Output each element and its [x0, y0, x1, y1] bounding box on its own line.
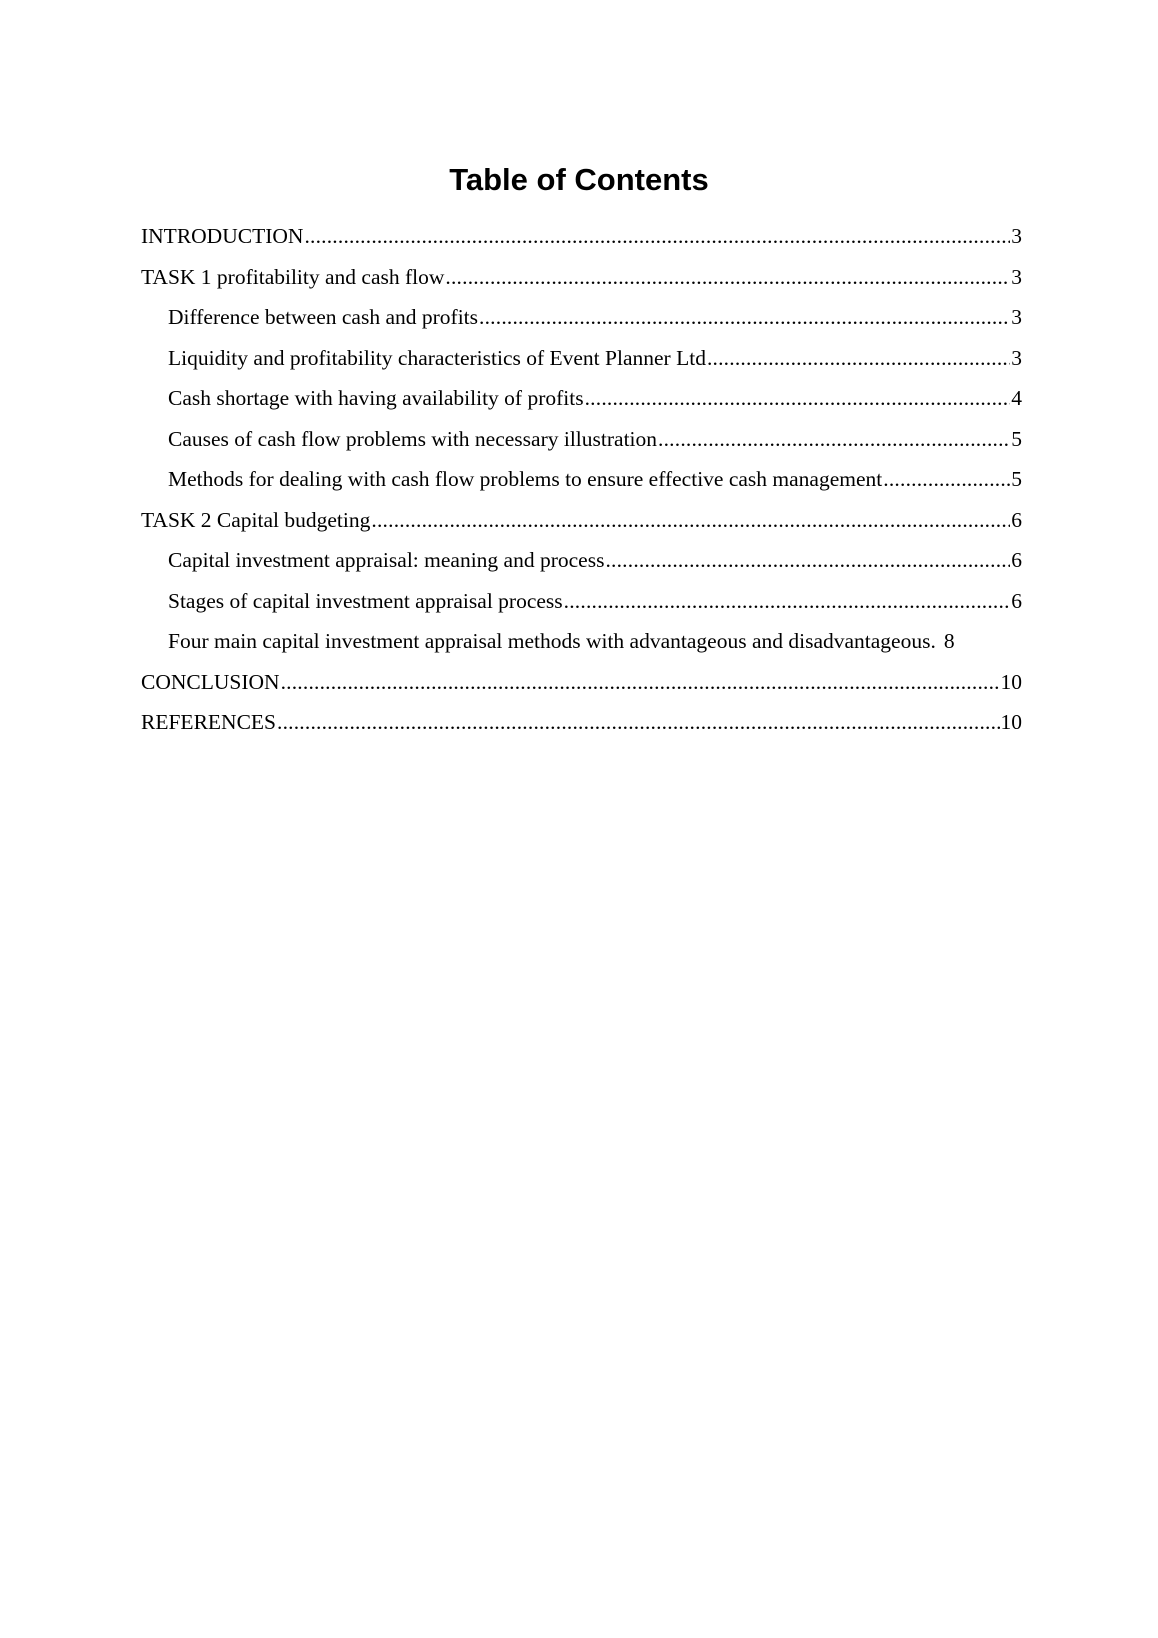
toc-subentry[interactable]: [141, 427, 1022, 468]
toc-page-number: 8: [943, 629, 955, 653]
toc-entry-text: TASK 2 Capital budgeting: [141, 507, 371, 532]
toc-entry[interactable]: [141, 670, 1022, 711]
toc-entry[interactable]: [141, 224, 1022, 265]
toc-page-number: 6: [1011, 588, 1022, 613]
toc-subentry[interactable]: [141, 467, 1022, 508]
toc-entry[interactable]: [141, 508, 1022, 549]
toc-page-number: 5: [1011, 426, 1022, 451]
toc-page-number: 10: [1000, 669, 1022, 694]
toc-subentry[interactable]: [141, 548, 1022, 589]
toc-entry-text: INTRODUCTION: [141, 224, 304, 248]
toc-leader-dots: [564, 589, 1011, 614]
toc-page-number: 3: [1011, 224, 1022, 248]
toc-leader-dots: [883, 467, 1010, 492]
toc-title: Table of Contents: [449, 162, 709, 197]
toc-entry[interactable]: [141, 265, 1022, 306]
toc-page-number: 6: [1011, 548, 1022, 572]
toc-subentry[interactable]: [141, 386, 1022, 427]
toc-leader-dots: [585, 386, 1011, 411]
toc-page-number: 4: [1011, 386, 1022, 410]
toc-leader-dots: [304, 224, 1010, 249]
toc-list: [141, 224, 1022, 751]
toc-subentry[interactable]: [141, 346, 1022, 387]
toc-subentry[interactable]: [141, 589, 1022, 630]
toc-entry-text: Capital investment appraisal: meaning and process: [168, 548, 605, 572]
toc-entry-text: Cash shortage with having availability of profits: [168, 386, 584, 410]
toc-leader-dots: [277, 710, 1000, 735]
toc-entry-text: Liquidity and profitability characteristics of Event Planner Ltd: [168, 345, 706, 370]
toc-entry-text: Four main capital investment appraisal methods with advantageous and disadvantageous.: [168, 629, 936, 653]
toc-page-number: 3: [1011, 305, 1022, 329]
toc-subentry[interactable]: [141, 305, 1022, 346]
toc-entry-text: Causes of cash flow problems with necessary illustration: [168, 426, 658, 451]
toc-page-number: 6: [1011, 507, 1022, 532]
toc-page-number: 10: [1000, 710, 1022, 734]
toc-entry-text: Difference between cash and profits: [168, 305, 479, 329]
toc-page-number: 3: [1011, 264, 1022, 289]
toc-leader-dots: [281, 670, 1000, 695]
toc-leader-dots: [445, 265, 1010, 290]
toc-subentry[interactable]: [141, 629, 1022, 670]
toc-leader-dots: [605, 548, 1010, 573]
toc-leader-dots: [707, 346, 1010, 371]
toc-entry[interactable]: [141, 710, 1022, 751]
toc-leader-dots: [371, 508, 1010, 533]
toc-entry-text: CONCLUSION: [141, 669, 280, 694]
toc-entry-text: REFERENCES: [141, 710, 276, 734]
toc-page-number: 3: [1011, 345, 1022, 370]
toc-entry-text: Stages of capital investment appraisal process: [168, 588, 563, 613]
toc-leader-dots: [479, 305, 1010, 330]
toc-page-number: 5: [1011, 467, 1022, 491]
toc-entry-text: Methods for dealing with cash flow problems to ensure effective cash management: [168, 467, 883, 491]
toc-entry-text: TASK 1 profitability and cash flow: [141, 264, 445, 289]
toc-leader-dots: [658, 427, 1010, 452]
